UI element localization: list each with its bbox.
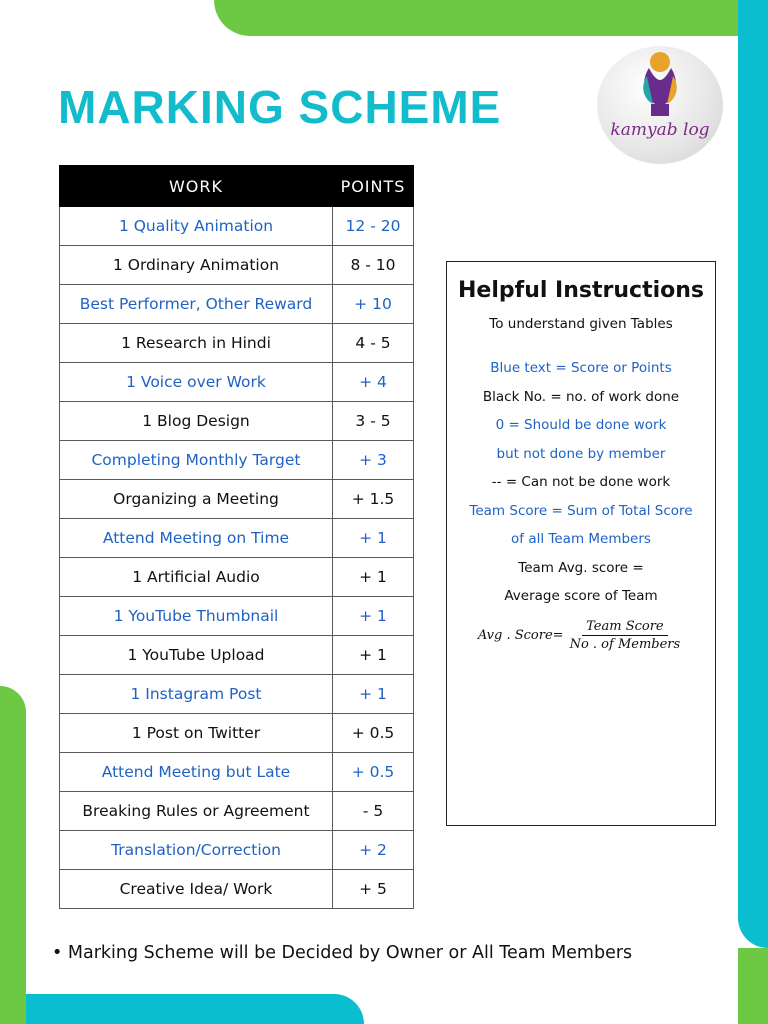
table-header-row [60, 166, 414, 207]
points-cell: + 0.5 [333, 714, 414, 753]
work-cell: Translation/Correction [60, 831, 333, 870]
help-title: Helpful Instructions [458, 278, 704, 303]
help-line: Black No. = no. of work done [482, 388, 680, 405]
work-cell: 1 Blog Design [60, 402, 333, 441]
work-cell: 1 Research in Hindi [60, 324, 333, 363]
help-line: -- = Can not be done work [491, 474, 671, 490]
work-cell: Creative Idea/ Work [60, 870, 333, 909]
footnote: • Marking Scheme will be Decided by Owner or All Team Members [52, 943, 633, 963]
table-row [60, 363, 414, 402]
formula-fraction [566, 619, 685, 652]
formula-denominator: No . of Members [569, 636, 681, 652]
header-points: POINTS [333, 166, 414, 207]
help-line: Blue text = Score or Points [490, 360, 672, 376]
work-cell: 1 Quality Animation [60, 207, 333, 246]
points-cell: + 1 [333, 675, 414, 714]
table-row [60, 675, 414, 714]
points-cell: + 0.5 [333, 753, 414, 792]
table-row [60, 792, 414, 831]
table-row [60, 714, 414, 753]
table-row [60, 597, 414, 636]
points-cell: - 5 [333, 792, 414, 831]
points-cell: + 1 [333, 597, 414, 636]
header-work: WORK [60, 166, 333, 207]
help-lines [447, 354, 715, 611]
marking-table [59, 165, 414, 909]
work-cell: Best Performer, Other Reward [60, 285, 333, 324]
table-row [60, 207, 414, 246]
points-cell: + 2 [333, 831, 414, 870]
right-teal-band [738, 0, 768, 948]
formula-equals: = [552, 627, 564, 643]
points-cell: + 5 [333, 870, 414, 909]
work-cell: 1 Instagram Post [60, 675, 333, 714]
bottom-right-green-band [738, 948, 768, 1024]
table-row [60, 870, 414, 909]
table-body [60, 207, 414, 909]
points-cell: + 1 [333, 519, 414, 558]
table-row [60, 246, 414, 285]
helpful-instructions-box [446, 261, 716, 826]
points-cell: 12 - 20 [333, 207, 414, 246]
table-row [60, 558, 414, 597]
bottom-teal-band [26, 994, 364, 1024]
table-row [60, 441, 414, 480]
table-row [60, 324, 414, 363]
work-cell: Attend Meeting on Time [60, 519, 333, 558]
logo [597, 46, 723, 164]
work-cell: 1 Artificial Audio [60, 558, 333, 597]
table-row [60, 285, 414, 324]
points-cell: 8 - 10 [333, 246, 414, 285]
work-cell: 1 Post on Twitter [60, 714, 333, 753]
formula-numerator: Team Score [582, 619, 668, 636]
work-cell: 1 YouTube Upload [60, 636, 333, 675]
points-cell: + 1 [333, 558, 414, 597]
table-row [60, 480, 414, 519]
help-line: Average score of Team [504, 588, 658, 604]
work-cell: 1 YouTube Thumbnail [60, 597, 333, 636]
work-cell: 1 Ordinary Animation [60, 246, 333, 285]
help-line: but not done by member [496, 445, 666, 462]
work-cell: 1 Voice over Work [60, 363, 333, 402]
table-row [60, 753, 414, 792]
table-row [60, 519, 414, 558]
work-cell: Completing Monthly Target [60, 441, 333, 480]
help-line: of all Team Members [511, 531, 651, 547]
formula-lhs: Avg . Score [477, 627, 553, 643]
points-cell: + 4 [333, 363, 414, 402]
help-line: 0 = Should be done work [495, 417, 667, 433]
points-cell: 3 - 5 [333, 402, 414, 441]
work-cell: Breaking Rules or Agreement [60, 792, 333, 831]
logo-text: kamyab log [610, 120, 710, 140]
table-row [60, 636, 414, 675]
help-line: Team Avg. score = [518, 559, 644, 576]
points-cell: + 10 [333, 285, 414, 324]
left-green-band [0, 686, 26, 1024]
points-cell: 4 - 5 [333, 324, 414, 363]
work-cell: Attend Meeting but Late [60, 753, 333, 792]
help-line: Team Score = Sum of Total Score [469, 502, 693, 519]
work-cell: Organizing a Meeting [60, 480, 333, 519]
points-cell: + 1.5 [333, 480, 414, 519]
avg-score-formula [447, 619, 715, 652]
points-cell: + 1 [333, 636, 414, 675]
table-row [60, 402, 414, 441]
trophy-hand-logo-icon [597, 46, 723, 164]
points-cell: + 3 [333, 441, 414, 480]
help-subtitle: To understand given Tables [489, 316, 673, 332]
table-row [60, 831, 414, 870]
top-green-band [214, 0, 754, 36]
page-title: MARKING SCHEME [58, 81, 502, 133]
